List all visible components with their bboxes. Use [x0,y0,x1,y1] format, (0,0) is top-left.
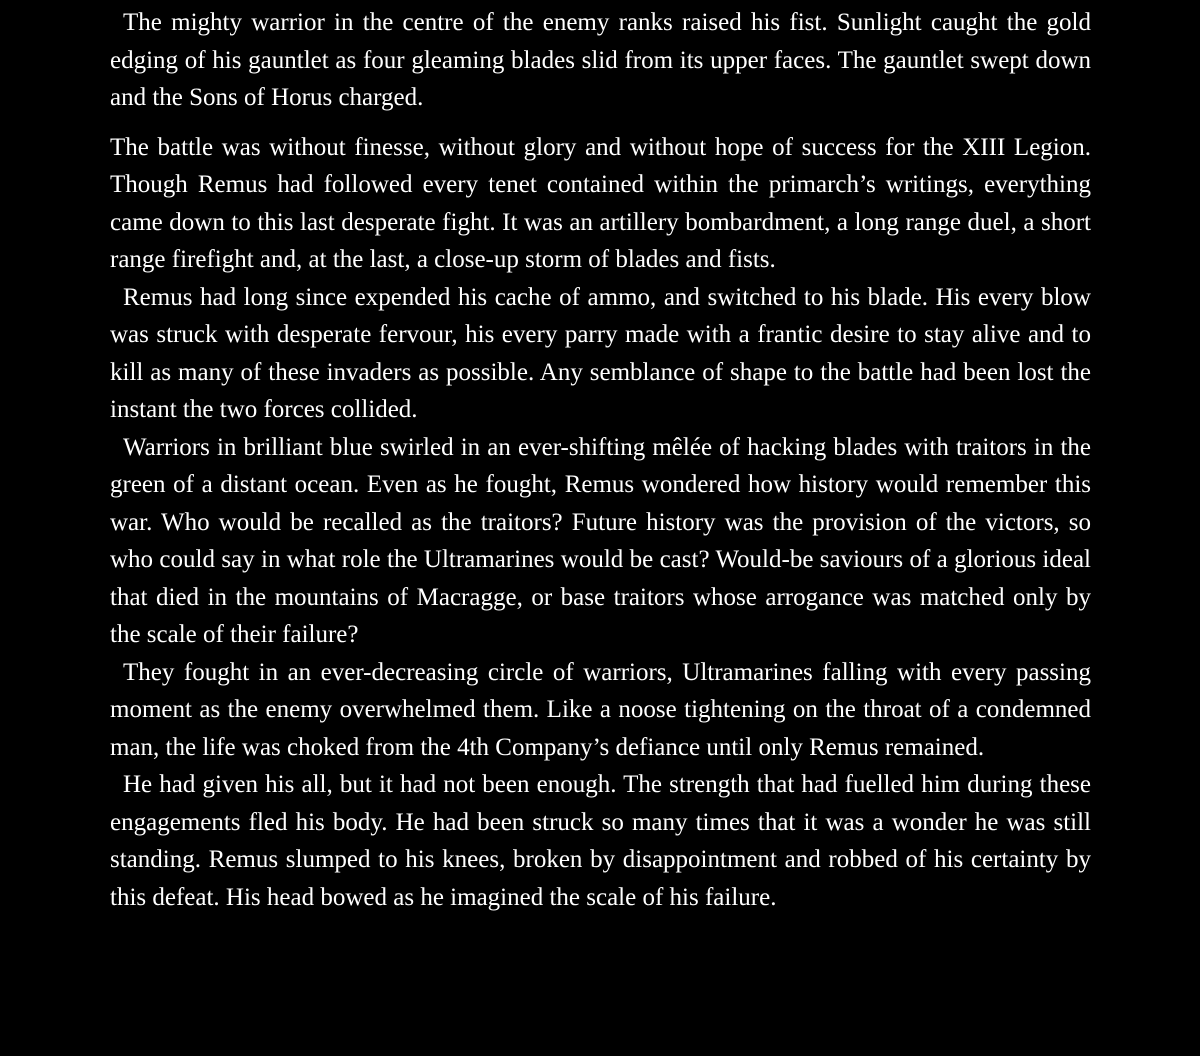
paragraph-6: He had given his all, but it had not been enough. The strength that had fuelled him during these engagements fled his body. He had been struck so many times that it was a wonder he was still standing. Remus slumped to his knees, broken by disappointment and robbed of his certainty by this defeat. His head bowed as he imagined the scale of his failure. [110,771,1091,911]
paragraph-1: The mighty warrior in the centre of the enemy ranks raised his fist. Sunlight caught the gold edging of his gauntlet as four gleaming blades slid from its upper faces. The gauntlet swept down and the Sons of Horus charged. [110,9,1091,111]
document-page [110,4,1091,916]
paragraph-4: Warriors in brilliant blue swirled in an ever-shifting mêlée of hacking blades with traitors in the green of a distant ocean. Even as he fought, Remus wondered how history would remember this war. Who would be recalled as the traitors? Future history was the provision of the victors, so who could say in what role the Ultramarines would be cast? Would-be saviours of a glorious ideal that died in the mountains of Macragge, or base traitors whose arrogance was matched only by the scale of their failure? [110,433,1091,648]
paragraph-5: They fought in an ever-decreasing circle of warriors, Ultramarines falling with every passing moment as the enemy overwhelmed them. Like a noose tightening on the throat of a condemned man, the life was choked from the 4th Company’s defiance until only Remus remained. [110,658,1091,761]
paragraph-3: Remus had long since expended his cache of ammo, and switched to his blade. His every blow was struck with desperate fervour, his every parry made with a frantic desire to stay alive and to kill as many of these invaders as possible. Any semblance of shape to the battle had been lost the instant the two forces collided. [110,283,1091,423]
paragraph-2: The battle was without finesse, without glory and without hope of success for the XIII Legion. Though Remus had followed every tenet contained within the primarch’s writings, everything came down to this last desperate fight. It was an artillery bombardment, a long range duel, a short range firefight and, at the last, a close-up storm of blades and fists. [110,133,1091,273]
